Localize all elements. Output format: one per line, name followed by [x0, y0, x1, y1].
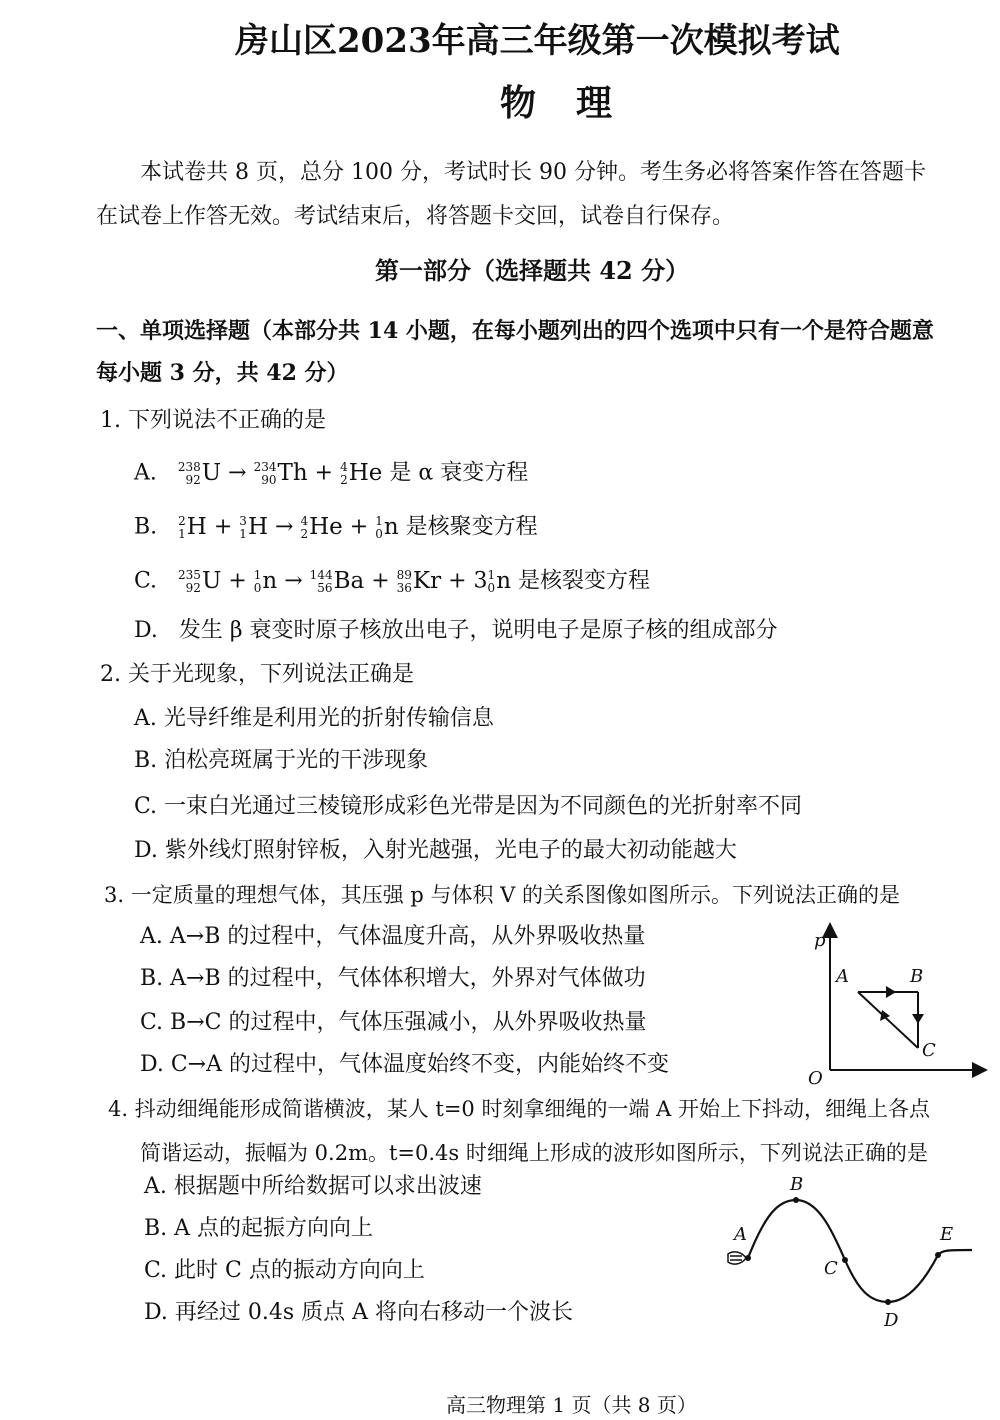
q1-stem: 1. 下列说法不正确的是: [100, 408, 326, 433]
q4-option-d: D. 再经过 0.4s 质点 A 将向右移动一个波长: [144, 1300, 573, 1325]
page-footer: 高三物理第 1 页（共 8 页）: [446, 1393, 697, 1417]
section1-line-1: 一、单项选择题（本部分共 14 小题，在每小题列出的四个选项中只有一个是符合题意: [96, 318, 934, 344]
section1-line-2: 每小题 3 分，共 42 分）: [96, 360, 349, 386]
q1-d-label: D.: [134, 618, 158, 643]
q1-a-text: 是 α 衰变方程: [389, 460, 529, 486]
point-b: [793, 1197, 799, 1203]
q1-d-text: 发生 β 衰变时原子核放出电子，说明电子是原子核的组成部分: [178, 618, 778, 643]
point-c: [842, 1257, 848, 1263]
label-c: C: [922, 1040, 936, 1061]
label-b: B: [790, 1174, 804, 1195]
q3-option-d: D. C→A 的过程中，气体温度始终不变，内能始终不变: [140, 1052, 669, 1077]
q4-stem-line-1: 4. 抖动细绳能形成简谐横波，某人 t=0 时刻拿细绳的一端 A 开始上下抖动，细绳上各点: [108, 1097, 930, 1121]
q4-option-b: B. A 点的起振方向向上: [144, 1216, 374, 1241]
q4-wave-diagram: [720, 1170, 980, 1335]
arrow-a-b: [886, 986, 896, 998]
intro-line-2: 在试卷上作答无效。考试结束后，将答题卡交回，试卷自行保存。: [96, 204, 735, 229]
label-a: A: [836, 966, 849, 987]
q1-option-d: [134, 616, 778, 646]
arrow-b-c: [912, 1014, 924, 1024]
point-e: [935, 1252, 941, 1258]
q2-option-a: A. 光导纤维是利用光的折射传输信息: [134, 706, 494, 731]
q3-option-a: A. A→B 的过程中，气体温度升高，从外界吸收热量: [140, 924, 646, 949]
q4-option-a: A. 根据题中所给数据可以求出波速: [144, 1174, 482, 1199]
label-p: p: [814, 930, 826, 951]
point-d: [885, 1299, 891, 1305]
q1-b-label: B.: [134, 514, 158, 540]
q1-c-label: C.: [134, 568, 158, 594]
q1-c-text: 是核裂变方程: [518, 568, 651, 594]
label-c: C: [824, 1258, 838, 1279]
q1-option-c: C. 235 92 U + 1 0 n → 144 56 Ba + 89 36 Kr + 3 1 0 n 是核裂变方程: [134, 568, 651, 595]
q1-option-a: A. 238 92 U → 234 90 Th + 4 2 He 是 α 衰变方程: [134, 460, 529, 487]
q1-a-label: A.: [134, 460, 157, 486]
label-a: A: [734, 1224, 747, 1245]
wave-curve: [748, 1200, 972, 1302]
q3-option-b: B. A→B 的过程中，气体体积增大，外界对气体做功: [140, 966, 646, 991]
label-o: O: [808, 1068, 823, 1089]
label-b: B: [910, 966, 924, 987]
q3-stem: 3. 一定质量的理想气体，其压强 p 与体积 V 的关系图像如图所示。下列说法正确的是: [104, 883, 901, 907]
hand-icon: [728, 1252, 746, 1264]
label-d: D: [884, 1310, 899, 1331]
q3-option-c: C. B→C 的过程中，气体压强减小，从外界吸收热量: [140, 1010, 647, 1035]
part1-heading: 第一部分（选择题共 42 分）: [375, 256, 690, 285]
q2-option-d: D. 紫外线灯照射锌板，入射光越强，光电子的最大初动能越大: [134, 838, 737, 863]
label-e: E: [940, 1224, 954, 1245]
exam-title: 房山区2023年高三年级第一次模拟考试: [235, 21, 840, 61]
path-c-to-a: [858, 992, 918, 1048]
q3-pv-diagram: [800, 920, 990, 1090]
intro-line-1: 本试卷共 8 页，总分 100 分，考试时长 90 分钟。考生务必将答案作答在答题卡: [140, 160, 926, 185]
q2-stem: 2. 关于光现象，下列说法正确是: [100, 662, 414, 687]
q4-stem-line-2: 简谐运动，振幅为 0.2m。t=0.4s 时细绳上形成的波形如图所示，下列说法正确的是: [140, 1141, 928, 1165]
q1-option-b: B. 2 1 H + 3 1 H → 4 2 He + 1 0 n 是核聚变方程: [134, 514, 538, 541]
q4-option-c: C. 此时 C 点的振动方向向上: [144, 1258, 425, 1283]
q1-b-text: 是核聚变方程: [405, 514, 538, 540]
q2-option-c: C. 一束白光通过三棱镜形成彩色光带是因为不同颜色的光折射率不同: [134, 794, 803, 819]
q2-option-b: B. 泊松亮斑属于光的干涉现象: [134, 748, 429, 773]
subject-title: 物理: [500, 82, 653, 124]
